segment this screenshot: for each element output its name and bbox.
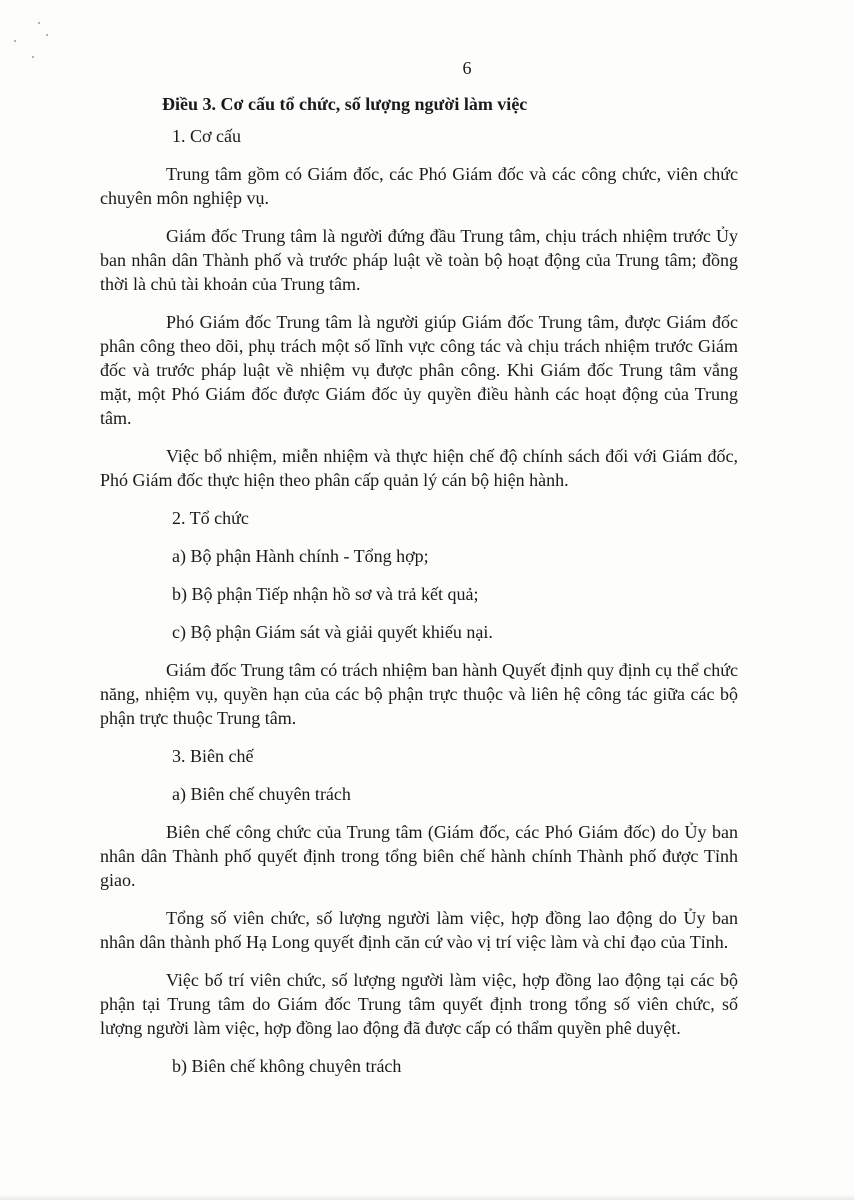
scan-speck: [32, 56, 34, 58]
paragraph: Giám đốc Trung tâm có trách nhiệm ban hành Quyết định quy định cụ thể chức năng, nhiệm vụ, quyền hạn của các bộ phận trực thuộc và liên hệ công tác giữa các bộ phận trực thuộc Trung tâm.: [100, 660, 738, 728]
page-number: 6: [462, 58, 472, 78]
paragraph: Biên chế công chức của Trung tâm (Giám đốc, các Phó Giám đốc) do Ủy ban nhân dân Thành phố quyết định trong tổng biên chế hành chính Thành phố được Tỉnh giao.: [100, 822, 738, 890]
section-3-title: 3. Biên chế: [172, 746, 254, 766]
list-item: c) Bộ phận Giám sát và giải quyết khiếu nại.: [172, 622, 493, 642]
paragraph: Phó Giám đốc Trung tâm là người giúp Giám đốc Trung tâm, được Giám đốc phân công theo dõi, phụ trách một số lĩnh vực công tác và chịu trách nhiệm trước Giám đốc và trước pháp luật về nhiệm vụ được phân công. Khi Giám đốc Trung tâm vắng mặt, một Phó Giám đốc được Giám đốc ủy quyền điều hành các hoạt động của Trung tâm.: [100, 312, 738, 428]
scan-speck: [14, 40, 16, 42]
list-item: a) Bộ phận Hành chính - Tổng hợp;: [172, 546, 429, 566]
scan-edge-shadow: [0, 1194, 854, 1200]
paragraph: Trung tâm gồm có Giám đốc, các Phó Giám đốc và các công chức, viên chức chuyên môn nghiệp vụ.: [100, 164, 738, 208]
scan-speck: [38, 22, 40, 24]
paragraph: Giám đốc Trung tâm là người đứng đầu Trung tâm, chịu trách nhiệm trước Ủy ban nhân dân Thành phố và trước pháp luật về toàn bộ hoạt động của Trung tâm; đồng thời là chủ tài khoản của Trung tâm.: [100, 226, 738, 294]
article-heading: Điều 3. Cơ cấu tổ chức, số lượng người làm việc: [162, 94, 528, 114]
list-item: b) Bộ phận Tiếp nhận hồ sơ và trả kết quả;: [172, 584, 479, 604]
document-body: [100, 92, 738, 1092]
section-1-title: 1. Cơ cấu: [172, 126, 242, 146]
subsection-title: a) Biên chế chuyên trách: [172, 784, 351, 804]
subsection-title: b) Biên chế không chuyên trách: [172, 1056, 402, 1076]
paragraph: Tổng số viên chức, số lượng người làm việc, hợp đồng lao động do Ủy ban nhân dân thành phố Hạ Long quyết định căn cứ vào vị trí việc làm và chỉ đạo của Tỉnh.: [100, 908, 738, 952]
paragraph: Việc bổ nhiệm, miễn nhiệm và thực hiện chế độ chính sách đối với Giám đốc, Phó Giám đốc thực hiện theo phân cấp quản lý cán bộ hiện hành.: [100, 446, 738, 490]
paragraph: Việc bố trí viên chức, số lượng người làm việc, hợp đồng lao động tại các bộ phận tại Trung tâm do Giám đốc Trung tâm quyết định trong tổng số viên chức, số lượng người làm việc, hợp đồng lao động đã được cấp có thẩm quyền phê duyệt.: [100, 970, 738, 1038]
scan-speck: [46, 34, 48, 36]
section-2-title: 2. Tổ chức: [172, 508, 249, 528]
